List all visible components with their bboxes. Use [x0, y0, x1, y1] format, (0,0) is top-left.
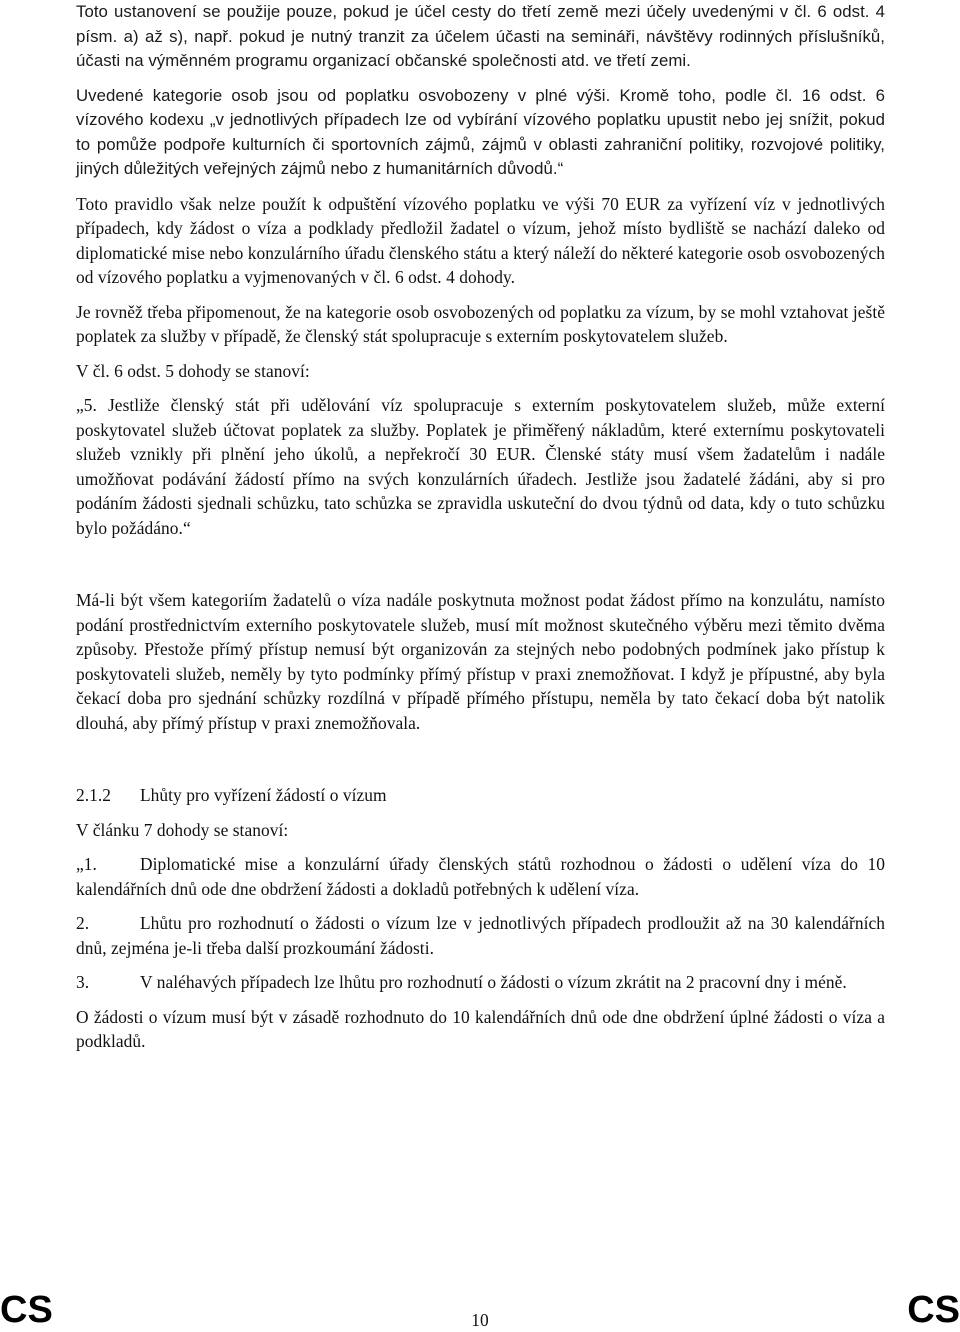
- item-text: Lhůtu pro rozhodnutí o žádosti o vízum lze v jednotlivých případech prodloužit až na 30 kalendářních dnů, zejména je-li třeba další prozkoumání žádosti.: [76, 913, 885, 958]
- item-number: „1.: [76, 854, 97, 874]
- article-7-item: [76, 970, 885, 995]
- paragraph-article-6-intro: V čl. 6 odst. 5 dohody se stanoví:: [76, 360, 310, 381]
- article-7-intro: V článku 7 dohody se stanoví:: [76, 819, 289, 840]
- footer-language-label-left: CS: [0, 1289, 53, 1331]
- article-7-item: [76, 852, 885, 901]
- paragraph-service-fee: Je rovněž třeba připomenout, že na kategorie osob osvobozených od poplatku za vízum, by se mohl vztahovat ještě poplatek za služby v případě, že členský stát spolupracuje s externím poskytovatelem služeb.: [76, 301, 885, 346]
- footer-language-label-right: CS: [907, 1289, 960, 1331]
- paragraph-article-6-quote: „5. Jestliže členský stát při udělování víz spolupracuje s externím poskytovatelem služeb, může externí poskytovatel služeb účtovat poplatek za služby. Poplatek je přiměřený nákladům, které externímu poskytovateli služeb vznikly při plnění jeho úkolů, a nepřekročí 30 EUR. Členské státy musí všem žadatelům i nadále umožňovat podávání žádostí přímo na svých konzulárních úřadech. Jestliže jsou žadatelé žádáni, aby si pro podáním žádosti sjednali schůzku, tato schůzka se zpravidla uskuteční do dvou týdnů od data, kdy o tuto schůzku bylo požádáno.“: [76, 395, 885, 538]
- paragraph-exempt-categories: Uvedené kategorie osob jsou od poplatku osvobozeny v plné výši. Kromě toho, podle čl. 16 odst. 6 vízového kodexu „v jednotlivých případech lze od vybírání vízového poplatku upustit nebo jej snížit, pokud to pomůže podpoře kulturních či sportovních zájmů, zájmů v oblasti zahraniční politiky, rozvojové politiky, jiných důležitých veřejných zájmů nebo z humanitárních důvodů.“: [76, 85, 885, 178]
- item-text: V naléhavých případech lze lhůtu pro rozhodnutí o žádosti o vízum zkrátit na 2 pracovní dny i méně.: [140, 972, 847, 992]
- article-7-item: [76, 911, 885, 960]
- paragraph-fee-rule: Toto pravidlo však nelze použít k odpuštění vízového poplatku ve výši 70 EUR za vyřízení víz v jednotlivých případech, kdy žádost o víza a podklady předložil žadatel o vízum, jehož místo bydliště se nachází daleko od diplomatické mise nebo konzulárního úřadu členského státu a který náleží do některé kategorie osob osvobozených od vízového poplatku a vyjmenovaných v čl. 6 odst. 4 dohody.: [76, 193, 885, 287]
- item-number: 2.: [76, 913, 90, 933]
- paragraph-intro: Toto ustanovení se použije pouze, pokud je účel cesty do třetí země mezi účely uvedenými v čl. 6 odst. 4 písm. a) až s), např. pokud je nutný tranzit za účelem účasti na semináři, návštěvy rodinných příslušníků, účasti na výměnném programu organizací občanské společnosti atd. ve třetí zemi.: [76, 2, 885, 70]
- document-body: [76, 0, 885, 1054]
- article-7-closing: O žádosti o vízum musí být v zásadě rozhodnuto do 10 kalendářních dnů ode dne obdržení úplné žádosti o víza a podkladů.: [76, 1006, 885, 1051]
- section-number: 2.1.2: [76, 785, 112, 805]
- item-number: 3.: [76, 972, 90, 992]
- item-text: Diplomatické mise a konzulární úřady členských států rozhodnou o žádosti o udělení víza do 10 kalendářních dnů ode dne obdržení žádosti a dokladů potřebných k udělení víza.: [76, 854, 885, 899]
- paragraph-direct-access: Má-li být všem kategoriím žadatelů o víza nadále poskytnuta možnost podat žádost přímo na konzulátu, namísto podání prostřednictvím externího poskytovatele služeb, musí mít možnost skutečného výběru mezi těmito dvěma způsoby. Přestože přímý přístup nemusí být organizován za stejných nebo podobných podmínek jako přístup k poskytovateli služeb, neměly by tyto podmínky přímý přístup v praxi znemožňovat. I když je přípustné, aby byla čekací doba pro sjednání schůzky rozdílná v případě přímého přístupu, neměla by tato čekací doba být natolik dlouhá, aby přímý přístup v praxi znemožňovala.: [76, 590, 885, 733]
- page-number: 10: [471, 1310, 489, 1330]
- section-heading: [76, 783, 885, 808]
- section-title: Lhůty pro vyřízení žádostí o vízum: [140, 785, 387, 805]
